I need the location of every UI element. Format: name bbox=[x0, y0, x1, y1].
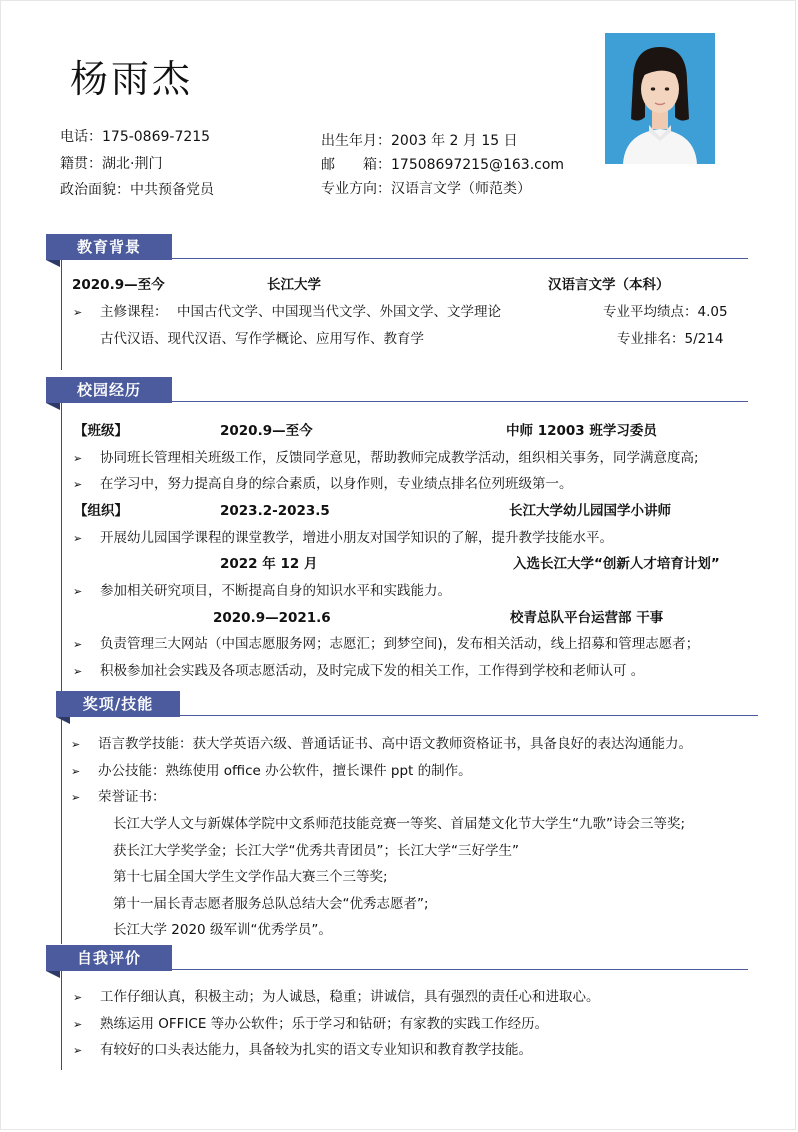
campus-entry-1-item-2: 在学习中，努力提高自身的综合素质，以身作则，专业绩点排名位列班级第一。 bbox=[100, 476, 573, 492]
profile-photo bbox=[605, 33, 715, 164]
honor-5: 长江大学 2020 级军训“优秀学员”。 bbox=[113, 922, 332, 938]
campus-entry-3-date: 2022 年 12 月 bbox=[220, 556, 318, 572]
campus-entry-4-item-2: 积极参加社会实践及各项志愿活动，及时完成下发的相关工作，工作得到学校和老师认可 。 bbox=[100, 663, 645, 679]
rank: 专业排名：5/214 bbox=[617, 331, 724, 347]
self-guide-line bbox=[61, 970, 62, 1070]
campus-entry-1-tag: 【班级】 bbox=[74, 423, 128, 439]
campus-entry-2-item-1: 开展幼儿园国学课程的课堂教学，增进小朋友对国学知识的了解，提升教学技能水平。 bbox=[100, 530, 613, 546]
self-ribbon-fold bbox=[46, 971, 60, 978]
self-rule bbox=[172, 969, 748, 970]
section-title-awards: 奖项/技能 bbox=[56, 691, 180, 717]
gpa: 专业平均绩点：4.05 bbox=[603, 304, 728, 320]
education-ribbon-fold bbox=[46, 260, 60, 267]
resume-name: 杨雨杰 bbox=[70, 57, 194, 101]
education-rule bbox=[172, 258, 748, 259]
honor-2: 获长江大学奖学金；长江大学“优秀共青团员”；长江大学“三好学生” bbox=[113, 843, 519, 859]
bullet-icon: ➢ bbox=[73, 452, 83, 465]
campus-entry-1-item-1: 协同班长管理相关班级工作，反馈同学意见，帮助教师完成教学活动，组织相关事务，同学满意度高; bbox=[100, 450, 699, 466]
section-title-education: 教育背景 bbox=[46, 234, 172, 260]
award-item-1: 语言教学技能：获大学英语六级、普通话证书、高中语文教师资格证书，具备良好的表达沟通能力。 bbox=[98, 736, 692, 752]
award-item-2: 办公技能：熟练使用 office 办公软件，擅长课件 ppt 的制作。 bbox=[98, 763, 472, 779]
campus-entry-2-role: 长江大学幼儿园国学小讲师 bbox=[509, 503, 671, 519]
awards-rule bbox=[180, 715, 758, 716]
education-major: 汉语言文学（本科） bbox=[548, 277, 670, 293]
self-item-3: 有较好的口头表达能力，具备较为扎实的语文专业知识和教育教学技能。 bbox=[100, 1042, 532, 1058]
section-title-campus: 校园经历 bbox=[46, 377, 172, 403]
bullet-icon: ➢ bbox=[73, 306, 83, 319]
bullet-icon: ➢ bbox=[73, 665, 83, 678]
education-date: 2020.9—至今 bbox=[72, 277, 165, 293]
campus-entry-1-role: 中师 12003 班学习委员 bbox=[506, 423, 657, 439]
campus-entry-2-tag: 【组织】 bbox=[74, 503, 128, 519]
courses-line-1: 中国古代文学、中国现当代文学、外国文学、文学理论 bbox=[177, 304, 501, 320]
political-status-info: 政治面貌：中共预备党员 bbox=[60, 182, 214, 198]
bullet-icon: ➢ bbox=[71, 765, 81, 778]
bullet-icon: ➢ bbox=[73, 1018, 83, 1031]
birthdate-info: 出生年月：2003 年 2 月 15 日 bbox=[321, 133, 518, 149]
bullet-icon: ➢ bbox=[73, 638, 83, 651]
major-direction-info: 专业方向：汉语言文学（师范类） bbox=[321, 181, 531, 197]
awards-guide-line bbox=[61, 716, 62, 944]
bullet-icon: ➢ bbox=[71, 738, 81, 751]
campus-entry-4-role: 校青总队平台运营部 干事 bbox=[510, 610, 664, 626]
hometown-info: 籍贯：湖北·荆门 bbox=[60, 156, 163, 172]
bullet-icon: ➢ bbox=[73, 1044, 83, 1057]
campus-entry-4-item-1: 负责管理三大网站（中国志愿服务网；志愿汇；到梦空间)，发布相关活动，线上招募和管理志愿者； bbox=[100, 636, 700, 652]
bullet-icon: ➢ bbox=[71, 791, 81, 804]
bullet-icon: ➢ bbox=[73, 478, 83, 491]
honor-3: 第十七届全国大学生文学作品大赛三个三等奖; bbox=[113, 869, 388, 885]
campus-entry-3-role: 入选长江大学“创新人才培育计划” bbox=[513, 556, 720, 572]
campus-entry-3-item-1: 参加相关研究项目，不断提高自身的知识水平和实践能力。 bbox=[100, 583, 451, 599]
section-title-self: 自我评价 bbox=[46, 945, 172, 971]
email-info: 邮 箱：17508697215@163.com bbox=[321, 157, 565, 173]
courses-line-2: 古代汉语、现代汉语、写作学概论、应用写作、教育学 bbox=[100, 331, 424, 347]
campus-entry-2-date: 2023.2-2023.5 bbox=[220, 503, 330, 519]
campus-rule bbox=[172, 401, 748, 402]
bullet-icon: ➢ bbox=[73, 585, 83, 598]
bullet-icon: ➢ bbox=[73, 532, 83, 545]
self-item-2: 熟练运用 OFFICE 等办公软件；乐于学习和钻研；有家教的实践工作经历。 bbox=[100, 1016, 549, 1032]
campus-ribbon-fold bbox=[46, 403, 60, 410]
honor-4: 第十一届长青志愿者服务总队总结大会“优秀志愿者”; bbox=[113, 896, 429, 912]
courses-label: 主修课程： bbox=[100, 304, 168, 320]
campus-entry-4-date: 2020.9—2021.6 bbox=[213, 610, 331, 626]
campus-guide-line bbox=[61, 401, 62, 691]
honor-1: 长江大学人文与新媒体学院中文系师范技能竞赛一等奖、首届楚文化节大学生“九歌”诗会三等奖; bbox=[113, 816, 686, 832]
campus-entry-1-date: 2020.9—至今 bbox=[220, 423, 313, 439]
education-school: 长江大学 bbox=[267, 277, 321, 293]
education-guide-line bbox=[61, 258, 62, 370]
bullet-icon: ➢ bbox=[73, 991, 83, 1004]
self-item-1: 工作仔细认真，积极主动；为人诚恳，稳重；讲诚信，具有强烈的责任心和进取心。 bbox=[100, 989, 600, 1005]
phone-info: 电话：175-0869-7215 bbox=[60, 129, 211, 145]
award-item-3: 荣誉证书： bbox=[98, 789, 166, 805]
awards-ribbon-fold bbox=[56, 717, 70, 724]
